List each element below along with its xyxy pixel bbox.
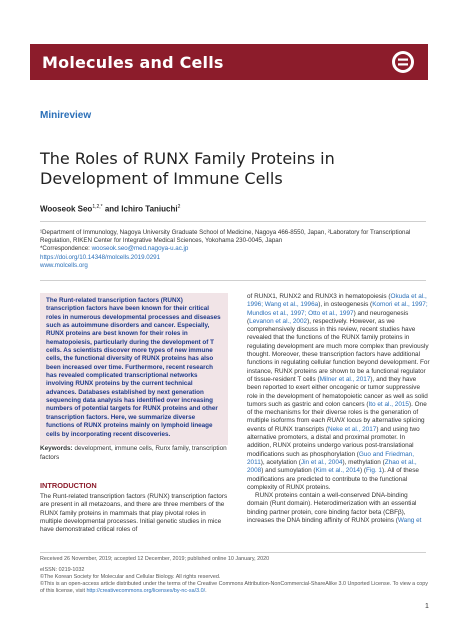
- doi-link[interactable]: https://doi.org/10.14348/molcells.2019.0291: [40, 253, 161, 261]
- journal-name: Molecules and Cells: [42, 52, 224, 72]
- correspondence-label: *Correspondence:: [40, 245, 92, 253]
- keywords: [40, 445, 228, 462]
- citation-link[interactable]: Neke et al., 2017: [327, 425, 377, 433]
- introduction-text: The Runt-related transcription factors (RUNX) transcription factors are present in all metazoans, and there are three members of the RUNX family proteins in mammals that play pivotal roles in multiple developmental processes. Initial genetic studies in mice have demonstrated critical roles of: [40, 493, 228, 534]
- correspondence-email-link[interactable]: wooseok.seo@med.nagoya-u.ac.jp: [91, 245, 189, 253]
- divider: [40, 280, 426, 281]
- keywords-label: Keywords:: [40, 445, 73, 452]
- text-run: locus by alternative splicing events of RUNX transcripts (: [247, 417, 425, 433]
- journal-site-link[interactable]: www.molcells.org: [40, 261, 88, 269]
- journal-logo-icon: [391, 50, 415, 74]
- author-conjunction: and: [102, 204, 122, 214]
- affiliations: [40, 229, 426, 270]
- figure-link[interactable]: Fig. 1: [366, 467, 383, 475]
- text-run: ). One of the mechanisms for their diverse roles is the generation of multiple isoforms from each: [247, 400, 427, 425]
- text-run: ), respectively. However, as we comprehensively discuss in this review, recent studies have revealed that the functions of the RUNX family proteins in regulating development are much more complex than previously thought. Moreover, these transcription factors have additional functions in regulating cellular function beyond development. For instance, RUNX proteins are shown to be a functional regulator of tissue-resident T cells (: [247, 317, 430, 383]
- divider: [40, 552, 426, 553]
- correspondence-line: [40, 245, 426, 253]
- article-title: The Roles of RUNX Family Proteins in Development of Immune Cells: [40, 149, 335, 188]
- divider: [40, 221, 426, 222]
- citation-link[interactable]: Guo and Friedman, 2011: [247, 450, 414, 466]
- article-type: Minireview: [40, 110, 92, 121]
- author-line: [40, 204, 180, 214]
- citation-link[interactable]: Jin et al., 2004: [300, 458, 343, 466]
- section-heading-introduction: INTRODUCTION: [40, 481, 97, 490]
- journal-banner: [30, 44, 428, 80]
- text-run: ), and they have been reported to exert either oncogenic or tumor suppressive role in the development of hematopoietic cancer as well as solid tumors such as gastric and colon cancers (: [247, 375, 428, 408]
- author-name: Ichiro Taniuchi: [121, 204, 178, 214]
- text-run: ), methylation (: [342, 458, 385, 466]
- paragraph: [247, 293, 430, 492]
- text-run: ). All of these modifications are predicted to contribute to the functional complexity of RUNX proteins.: [247, 467, 419, 491]
- citation-link[interactable]: Wang et: [397, 517, 422, 525]
- keywords-text: development, immune cells, Runx family, transcription factors: [40, 445, 227, 461]
- citation-link[interactable]: Kim et al., 2014: [315, 467, 360, 475]
- citation-link[interactable]: Zhao et al., 2008: [247, 458, 417, 475]
- text-run: ©This is an open-access article distributed under the terms of the Creative Commons Attribution-NonCommercial-ShareAlike 3.0 Unported License. To view a copy of this license, visit: [40, 581, 428, 595]
- footer: [40, 556, 430, 595]
- abstract-box: [40, 293, 228, 445]
- text-run: ), acetylation (: [260, 458, 301, 466]
- citation-link[interactable]: Ito et al., 2015: [368, 400, 409, 408]
- citation-link[interactable]: Milner et al., 2017: [319, 375, 371, 383]
- citation-link[interactable]: Komori et al., 1997; Mundlos et al., 1997; Otto et al., 1997: [247, 301, 428, 317]
- citation-link[interactable]: Okuda et al., 1996; Wang et al., 1996a: [247, 293, 427, 309]
- right-column-text: [247, 293, 430, 525]
- publication-dates: Received 26 November, 2019; accepted 12 December, 2019; published online 10 January, 2020: [40, 556, 270, 562]
- citation-link[interactable]: Levanon et al., 2002: [249, 317, 308, 325]
- text-run: ) (: [359, 467, 367, 475]
- abstract-text: The Runt-related transcription factors (RUNX) transcription factors have been known for their critical roles in numerous developmental processes and diseases such as autoimmune disorders and cancer. Especially, RUNX proteins are best known for their roles in hematopoiesis, particularly during the development of T cells. As scientists discover more types of new immune cells, the functional diversity of RUNX proteins has also been increased over time. Furthermore, recent research has revealed complicated transcriptional networks involving RUNX proteins by the current technical advances. Databases established by next generation sequencing data analysis has identified over increasing numbers of potential targets for RUNX proteins and other transcription factors. Here, we summarize diverse functions of RUNX proteins mainly on lymphoid lineage cells by incorporating recent discoveries.: [46, 297, 221, 438]
- text-run: ) and using two alternative promoters, a distal and proximal promoter. In addition, RUNX proteins undergo various post-translational modifications such as phosphorylation (: [247, 425, 420, 458]
- copyright: ©The Korean Society for Molecular and Cellular Biology. All rights reserved.: [40, 574, 221, 581]
- text-run: ), in osteogenesis (: [318, 301, 373, 309]
- author-superscript: 2: [177, 204, 181, 210]
- gene-name: RUNX: [326, 417, 346, 425]
- license-link[interactable]: http://creativecommons.org/licenses/by-nc-sa/3.0/: [86, 588, 206, 595]
- text-run: .: [205, 588, 207, 595]
- page-number: 1: [425, 603, 429, 610]
- text-run: RUNX proteins contain a well-conserved DNA-binding domain (Runt domain). Heterodimerization with an essential binding partner protein, core binding factor beta (CBFβ), increases the DNA binding affinity of RUNX proteins (: [247, 492, 417, 525]
- text-run: ) and sumoylation (: [261, 467, 316, 475]
- eissn: eISSN: 0219-1032: [40, 567, 85, 574]
- license-text: [40, 581, 430, 595]
- text-run: of RUNX1, RUNX2 and RUNX3 in hematopoiesis (: [247, 293, 391, 300]
- author-name: Wooseok Seo: [40, 204, 93, 214]
- paragraph: [247, 492, 430, 525]
- affiliation-text: ¹Department of Immunology, Nagoya University Graduate School of Medicine, Nagoya 466-8550, Japan, ²Laboratory for Transcriptional Regulation, RIKEN Center for Integrative Medical Sciences, Yokohama 230-0045, Japan: [40, 229, 411, 245]
- author-superscript: 1,2,*: [92, 204, 103, 210]
- text-run: ) and neurogenesis (: [247, 309, 409, 325]
